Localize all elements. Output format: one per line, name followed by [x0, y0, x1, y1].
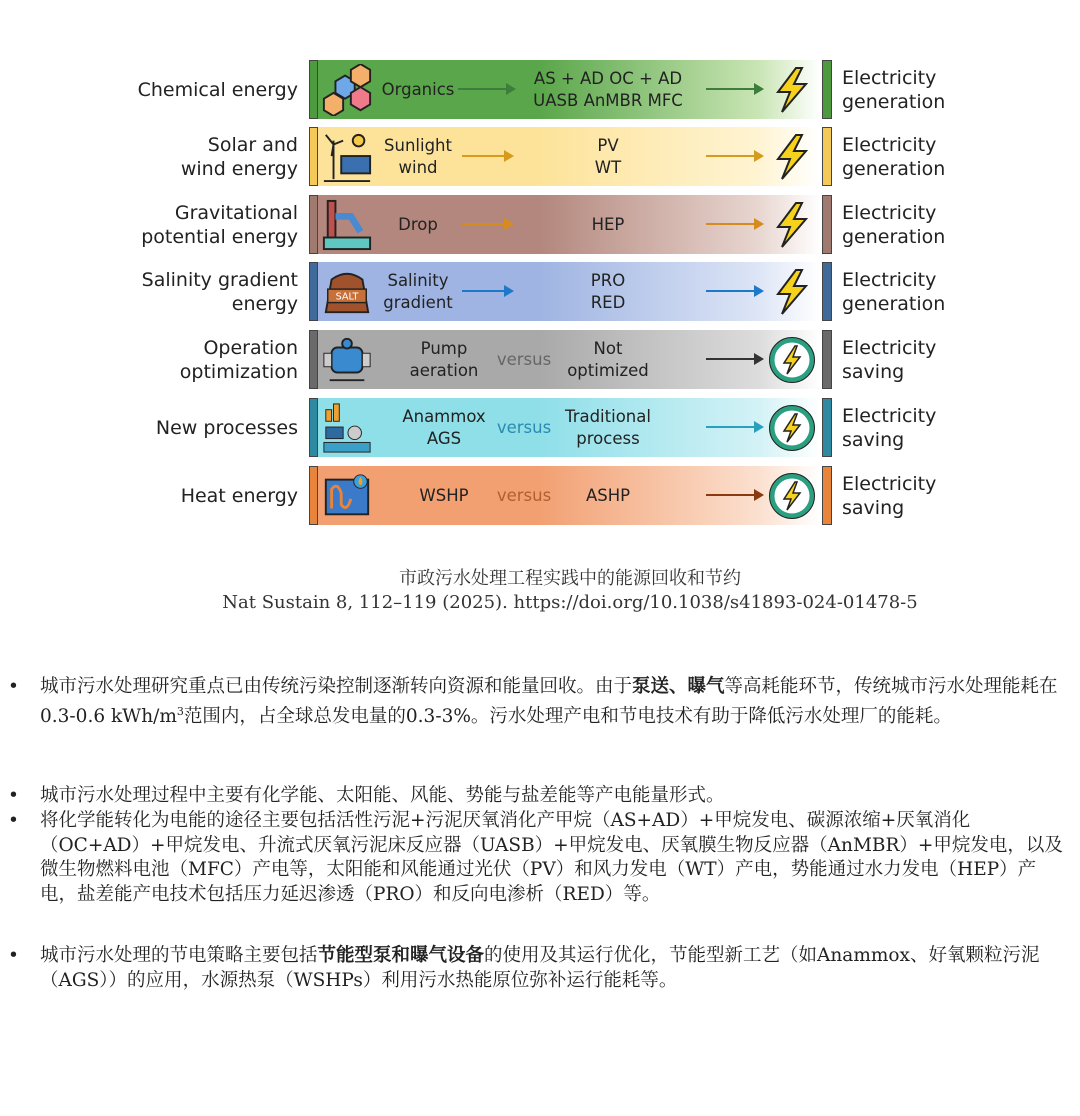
left-marker [309, 195, 318, 254]
electricity-saving-icon [768, 336, 816, 384]
bullet-2: • 城市污水处理过程中主要有化学能、太阳能、风能、势能与盐差能等产电能量形式。 [40, 784, 1070, 809]
electricity-saving-icon [768, 404, 816, 452]
result-line: generation [842, 225, 946, 248]
solar-wind-icon [321, 131, 373, 183]
source-line: Salinity [387, 270, 449, 290]
result-label [842, 262, 945, 321]
result-line: generation [842, 292, 946, 315]
arrow-icon [706, 290, 762, 292]
energy-row [0, 60, 1080, 119]
source-line: Anammox [402, 406, 486, 426]
source-line: aeration [409, 360, 479, 380]
tech-line: RED [590, 292, 626, 312]
versus-text: versus [496, 349, 552, 369]
arrow-icon [462, 223, 512, 225]
source-text [419, 466, 468, 525]
left-marker [309, 398, 318, 457]
result-line: Electricity [842, 66, 937, 89]
energy-row [0, 127, 1080, 186]
electricity-saving-icon [768, 472, 816, 520]
result-line: saving [842, 360, 905, 383]
energy-type-label [138, 60, 298, 119]
source-line: Sunlight [384, 135, 452, 155]
technology-text [591, 262, 626, 321]
result-label [842, 127, 945, 186]
arrow-icon [706, 494, 762, 496]
label-line: wind energy [180, 157, 298, 180]
source-text [382, 60, 455, 119]
right-marker [822, 127, 832, 186]
energy-row [0, 398, 1080, 457]
svg-text:SALT: SALT [335, 291, 359, 303]
technology-text [533, 60, 683, 119]
text: 范围内，占全球总发电量的0.3-3%。污水处理产电和节电技术有助于降低污水处理厂的能耗。 [183, 705, 952, 727]
label-line: energy [231, 292, 298, 315]
bullet-4 [40, 944, 1070, 993]
label-line: Solar and [207, 133, 298, 156]
result-line: Electricity [842, 268, 937, 291]
salt-bag-icon [321, 266, 373, 318]
tech-line: optimized [567, 360, 649, 380]
result-line: generation [842, 90, 946, 113]
arrow-icon [706, 155, 762, 157]
energy-row [0, 466, 1080, 525]
left-marker [309, 60, 318, 119]
result-label [842, 60, 945, 119]
versus-text: versus [496, 417, 552, 437]
energy-type-label [180, 330, 298, 389]
left-marker [309, 466, 318, 525]
source-line: WSHP [419, 485, 469, 505]
technology-text [592, 195, 625, 254]
label-line: Salinity gradient [141, 268, 298, 291]
tech-line: Not [593, 338, 623, 358]
result-line: Electricity [842, 404, 937, 427]
energy-type-label [141, 195, 298, 254]
result-line: saving [842, 496, 905, 519]
source-text [410, 330, 479, 389]
tech-line: WT [594, 157, 622, 177]
arrow-icon [706, 223, 762, 225]
energy-type-label [156, 398, 298, 457]
versus-text: versus [496, 485, 552, 505]
technology-text [567, 330, 649, 389]
result-label [842, 398, 936, 457]
tech-line: PV [597, 135, 619, 155]
right-marker [822, 466, 832, 525]
source-line: Drop [398, 214, 438, 234]
source-line: AGS [426, 428, 462, 448]
text: 的使用及其运行优化，节能型新工艺（如Anammox、好氧颗粒污泥（AGS））的应用，水源热泵（WSHPs）利用污水热能原位弥补运行能耗等。 [40, 945, 1040, 991]
energy-type-label [142, 262, 298, 321]
molecule-icon [321, 64, 373, 116]
result-label [842, 466, 936, 525]
energy-row [0, 195, 1080, 254]
right-marker [822, 330, 832, 389]
result-line: Electricity [842, 201, 937, 224]
right-marker [822, 398, 832, 457]
label-line: Operation [203, 336, 298, 359]
energy-row [0, 330, 1080, 389]
label-line: optimization [179, 360, 298, 383]
figure-caption-title: 市政污水处理工程实践中的能源回收和节约 [399, 568, 741, 589]
left-marker [309, 262, 318, 321]
bold-text: 节能型泵和曝气设备 [317, 945, 485, 966]
label-line: potential energy [141, 225, 298, 248]
left-marker [309, 330, 318, 389]
arrow-icon [706, 88, 762, 90]
text: 等高耗能环节，传统城市污水处理能耗在0.3-0.6 kWh/m [40, 676, 1058, 727]
tech-line: PRO [590, 270, 626, 290]
lightning-icon [768, 268, 816, 316]
tech-line: HEP [591, 214, 625, 234]
result-label [842, 330, 936, 389]
bullet-1 [40, 675, 1070, 729]
bullet-3: • 将化学能转化为电能的途径主要包括活性污泥+污泥厌氧消化产甲烷（AS+AD）+甲烷发电、碳源浓缩+厌氧消化（OC+AD）+甲烷发电、升流式厌氧污泥床反应器（UASB）+甲烷发电、厌氧膜生物反应器（AnMBR）+甲烷发电，以及微生物燃料电池（MFC）产电等，太阳能和风能通过光伏（PV）和风力发电（WT）产电，势能通过水力发电（HEP）产电，盐差能产电技术包括压力延迟渗透（PRO）和反向电渗析（RED）等。 [40, 809, 1070, 907]
source-line: Organics [381, 79, 455, 99]
right-marker [822, 262, 832, 321]
arrow-icon [458, 88, 514, 90]
technology-text [586, 466, 630, 525]
arrow-icon [706, 426, 762, 428]
arrow-icon [706, 358, 762, 360]
label-line: New processes [155, 416, 298, 439]
result-line: Electricity [842, 336, 937, 359]
right-marker [822, 195, 832, 254]
text: 城市污水处理的节电策略主要包括 [40, 945, 318, 966]
tech-line: Traditional [565, 406, 651, 426]
tech-line: AS + AD OC + AD [533, 68, 683, 88]
result-line: Electricity [842, 472, 937, 495]
label-line: Gravitational [174, 201, 298, 224]
figure-citation: Nat Sustain 8, 112–119 (2025). https://doi.org/10.1038/s41893-024-01478-5 [222, 592, 918, 613]
result-label [842, 195, 945, 254]
heat-pump-icon [321, 470, 373, 522]
pump-icon [321, 334, 373, 386]
lightning-icon [768, 133, 816, 181]
source-text [383, 262, 453, 321]
left-marker [309, 127, 318, 186]
treatment-plant-icon [321, 402, 373, 454]
source-line: gradient [383, 292, 453, 312]
tech-line: UASB AnMBR MFC [533, 90, 683, 110]
text: 城市污水处理研究重点已由传统污染控制逐渐转向资源和能量回收。由于 [40, 676, 633, 697]
tech-line: ASHP [585, 485, 631, 505]
lightning-icon [768, 201, 816, 249]
bold-text: 泵送、曝气 [632, 676, 725, 697]
energy-type-label [181, 127, 298, 186]
source-text [402, 398, 485, 457]
right-marker [822, 60, 832, 119]
tech-line: process [576, 428, 640, 448]
water-drop-pipe-icon [321, 199, 373, 251]
energy-type-label [181, 466, 298, 525]
lightning-icon [768, 66, 816, 114]
label-line: Heat energy [180, 484, 298, 507]
superscript: 3 [176, 704, 184, 718]
result-line: saving [842, 428, 905, 451]
arrow-icon [462, 290, 512, 292]
source-text [384, 127, 452, 186]
source-text [398, 195, 438, 254]
technology-text [565, 398, 651, 457]
arrow-icon [462, 155, 512, 157]
technology-text [595, 127, 621, 186]
result-line: generation [842, 157, 946, 180]
source-line: Pump [420, 338, 468, 358]
label-line: Chemical energy [137, 78, 298, 101]
source-line: wind [398, 157, 438, 177]
result-line: Electricity [842, 133, 937, 156]
energy-row [0, 262, 1080, 321]
